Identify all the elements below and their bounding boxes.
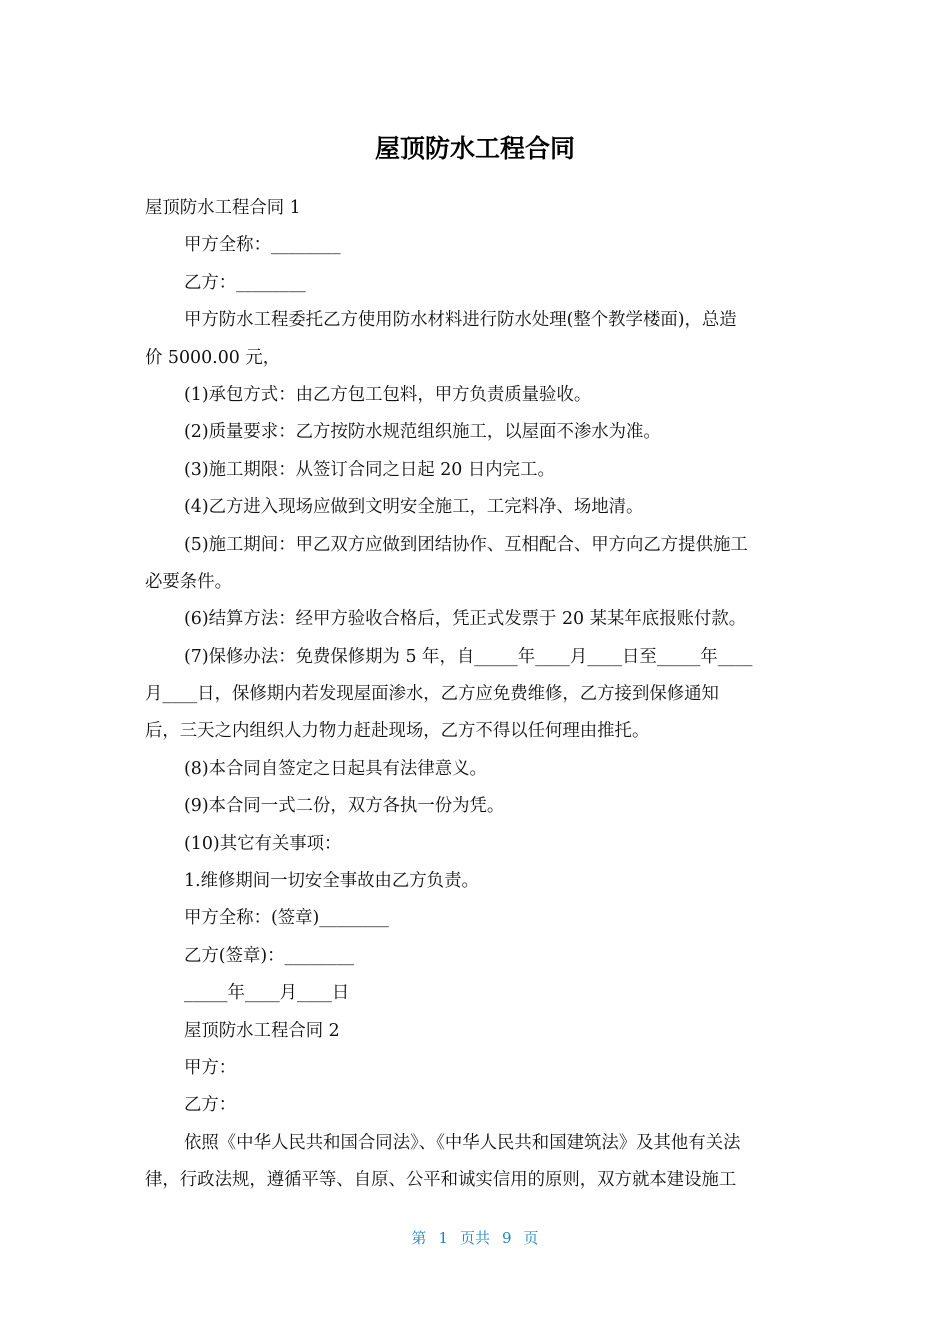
clause-9: (9)本合同一式二份，双方各执一份为凭。 — [184, 796, 505, 817]
party-a-signature-line: 甲方全称：(签章)________ — [184, 908, 389, 929]
clause-6: (6)结算方法：经甲方验收合格后，凭正式发票于 20 某某年底报账付款。 — [184, 609, 747, 630]
clause-4: (4)乙方进入现场应做到文明安全施工，工完料净、场地清。 — [184, 497, 644, 518]
clause-1: (1)承包方式：由乙方包工包料，甲方负责质量验收。 — [184, 384, 592, 405]
party-b-line: 乙方：________ — [184, 272, 306, 293]
document-body — [145, 190, 810, 1200]
party-a-line: 甲方： — [184, 1057, 237, 1078]
clause-2: (2)质量要求：乙方按防水规范组织施工，以屋面不渗水为准。 — [184, 422, 661, 443]
clause-5-continued: 必要条件。 — [145, 571, 232, 592]
section-heading-contract-1: 屋顶防水工程合同 1 — [145, 198, 301, 218]
clause-5: (5)施工期间：甲乙双方应做到团结协作、互相配合、甲方向乙方提供施工 — [184, 534, 748, 555]
paragraph-line: 价 5000.00 元， — [145, 347, 281, 368]
page-label-prefix: 第 — [411, 1229, 427, 1247]
clause-3: (3)施工期限：从签订合同之日起 20 日内完工。 — [184, 459, 555, 480]
party-b-line: 乙方： — [184, 1095, 237, 1116]
date-line: _____年____月____日 — [184, 983, 350, 1004]
total-pages-number: 9 — [502, 1229, 512, 1247]
party-a-name-line: 甲方全称：________ — [184, 235, 341, 256]
document-title: 屋顶防水工程合同 — [374, 134, 575, 163]
clause-7: (7)保修办法：免费保修期为 5 年，自_____年____月____日至_____年____ — [184, 646, 753, 667]
page-label-middle: 页共 — [459, 1229, 490, 1247]
page-footer — [0, 1226, 950, 1250]
clause-10: (10)其它有关事项： — [184, 833, 342, 854]
party-b-signature-line: 乙方(签章)：________ — [184, 945, 355, 966]
clause-8: (8)本合同自签定之日起具有法律意义。 — [184, 758, 487, 779]
paragraph-line: 律，行政法规，遵循平等、自原、公平和诚实信用的原则，双方就本建设施工 — [145, 1170, 737, 1191]
paragraph-line: 甲方防水工程委托乙方使用防水材料进行防水处理(整个教学楼面)，总造 — [184, 310, 737, 331]
clause-7-continued: 后，三天之内组织人力物力赶赴现场，乙方不得以任何理由推托。 — [145, 721, 650, 742]
page-label-suffix: 页 — [523, 1229, 539, 1247]
section-heading-contract-2: 屋顶防水工程合同 2 — [184, 1020, 340, 1041]
clause-10-item-1: 1.维修期间一切安全事故由乙方负责。 — [184, 871, 479, 892]
clause-7-continued: 月____日，保修期内若发现屋面渗水，乙方应免费维修，乙方接到保修通知 — [145, 684, 719, 705]
paragraph-line: 依照《中华人民共和国合同法》、《中华人民共和国建筑法》及其他有关法 — [184, 1132, 741, 1153]
current-page-number: 1 — [438, 1229, 448, 1247]
